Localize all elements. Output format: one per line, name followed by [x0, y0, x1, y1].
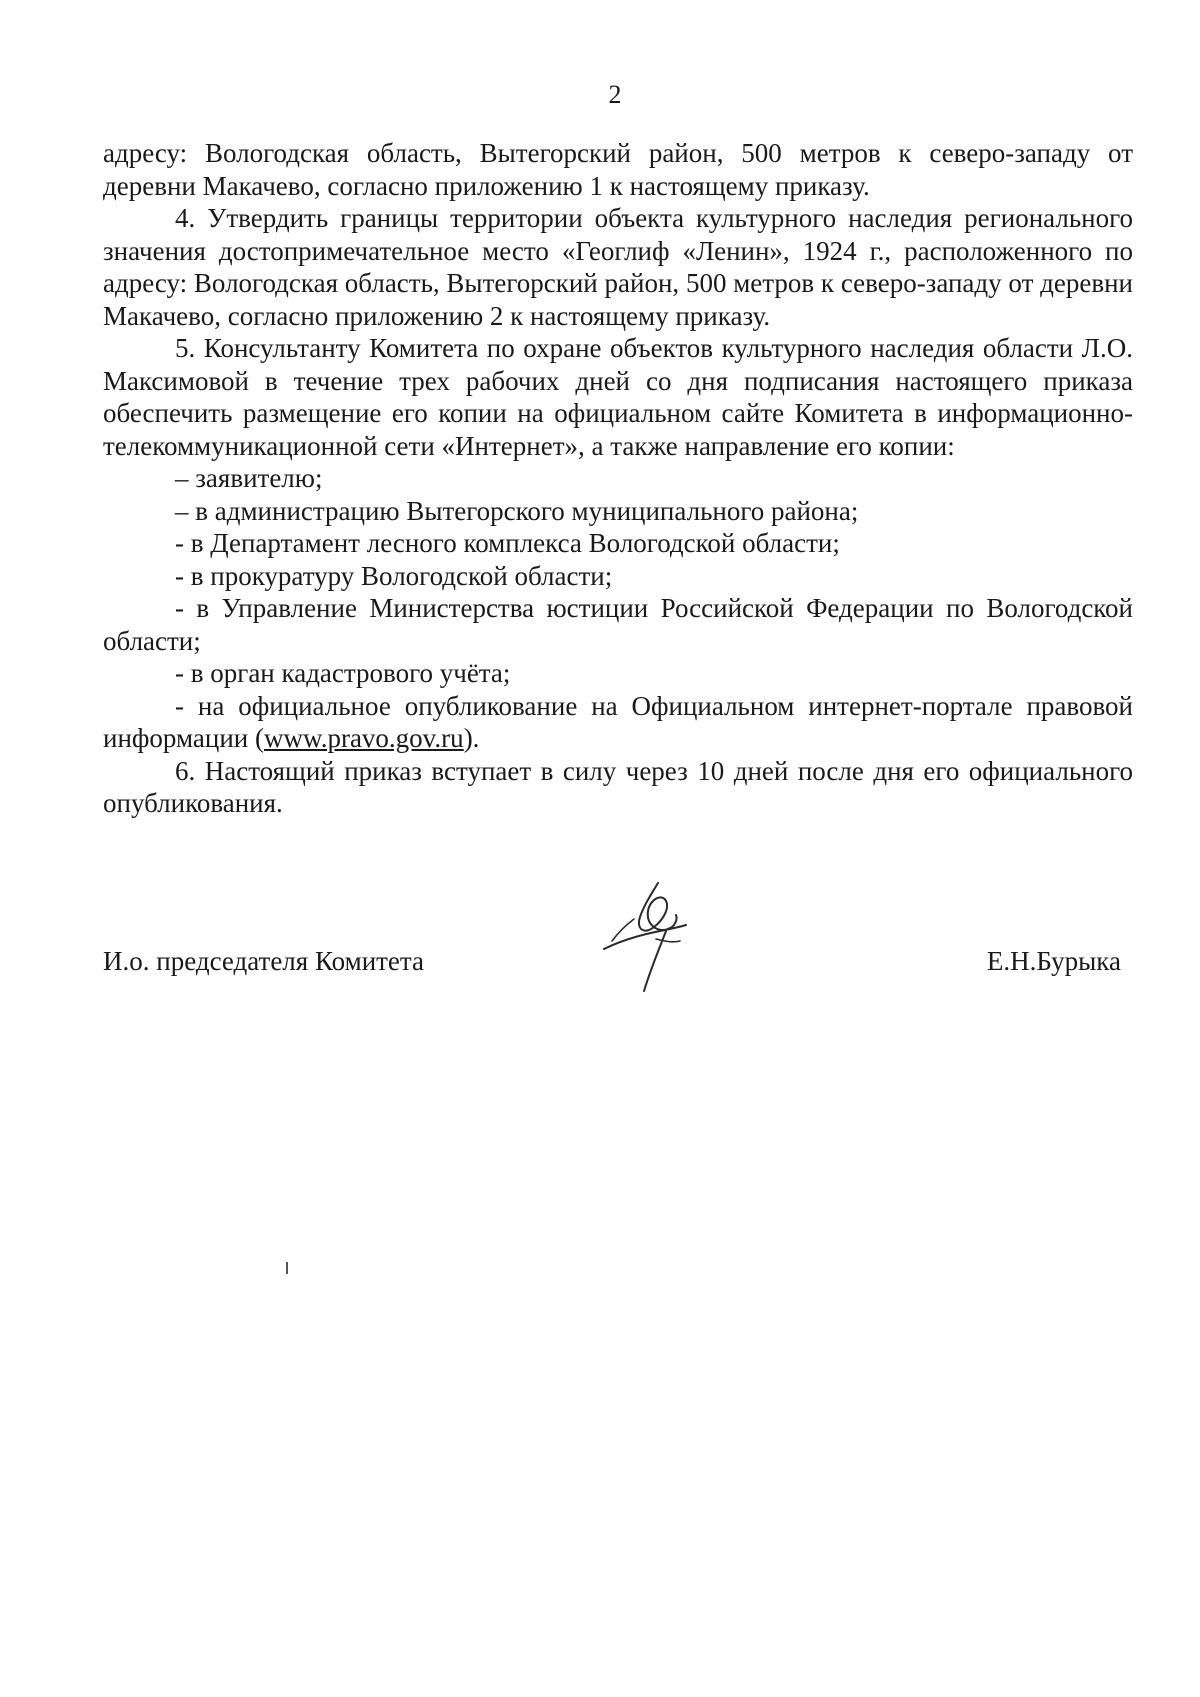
publication-prefix: - на официальное опубликование на Официальном интернет-портале правовой информации (: [103, 690, 1133, 753]
publication-suffix: ).: [463, 723, 480, 753]
recipient-item: – в администрацию Вытегорского муниципального района;: [175, 495, 859, 526]
signer-name: Е.Н.Бурыка: [986, 946, 1121, 976]
signer-title: И.о. председателя Комитета: [103, 946, 425, 976]
paragraph-6: 6. Настоящий приказ вступает в силу через 10 дней после дня его официального опубликования.: [103, 755, 1133, 818]
recipient-item: - в Департамент лесного комплекса Вологодской области;: [175, 528, 840, 558]
paragraph-5: 5. Консультанту Комитета по охране объектов культурного наследия области Л.О. Максимовой в течение трех рабочих дней со дня подписания настоящего приказа обеспечить размещение его копии на официальном сайте Комитета в информационно-телекоммуникационной сети «Интернет», а также направление его копии:: [103, 333, 1133, 461]
recipient-item-publication: [103, 690, 1133, 755]
pravo-link[interactable]: www.pravo.gov.ru: [263, 723, 464, 753]
page-number: 2: [608, 80, 622, 109]
recipient-item: – заявителю;: [175, 463, 323, 493]
scan-artifact: [286, 1262, 288, 1274]
paragraph-3-continuation-line-1: адресу: Вологодская область, Вытегорский район, 500 метров к северо-западу от: [103, 138, 1133, 168]
document-body: [103, 137, 1133, 820]
paragraph-4: 4. Утвердить границы территории объекта культурного наследия регионального значения достопримечательное место «Геоглиф «Ленин», 1924 г., расположенного по адресу: Вологодская область, Вытегорский район, 500 метров к северо-западу от деревни Макачево, согласно приложению 2 к настоящему приказу.: [103, 203, 1133, 331]
paragraph-3-continuation-line-2: деревни Макачево, согласно приложению 1 к настоящему приказу.: [103, 170, 870, 201]
recipient-item: - в орган кадастрового учёта;: [175, 658, 511, 688]
handwritten-signature: [600, 875, 700, 995]
recipient-item: - в прокуратуру Вологодской области;: [175, 560, 613, 591]
recipient-item: - в Управление Министерства юстиции Российской Федерации по Вологодской области;: [103, 593, 1133, 656]
